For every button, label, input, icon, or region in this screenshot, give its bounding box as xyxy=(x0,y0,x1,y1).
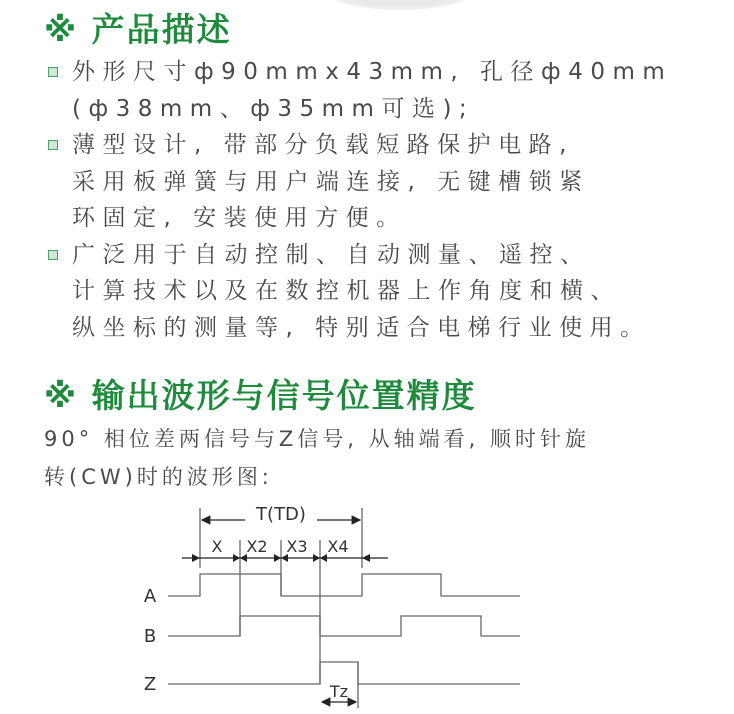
list-item-line: 计算技术以及在数控机器上作角度和横、 xyxy=(72,278,621,304)
list-item-line: (ф38mm、ф35mm可选); xyxy=(72,95,475,122)
interval-label-x3: X3 xyxy=(286,537,308,556)
list-item-line: 薄型设计, 带部分负载短路保护电路, xyxy=(72,132,574,158)
signal-label-b: B xyxy=(143,626,157,647)
section-title-output-waveform: ※ 输出波形与信号位置精度 xyxy=(44,376,477,415)
intro-line: 90° 相位差两信号与Z信号, 从轴端看, 顺时针旋 xyxy=(44,427,590,451)
signal-a-waveform xyxy=(168,574,520,596)
signal-label-z: Z xyxy=(143,674,157,695)
list-item-line: 采用板弹簧与用户端连接, 无键槽锁紧 xyxy=(72,168,590,195)
period-label: T(TD) xyxy=(256,504,306,525)
interval-label-x2: X2 xyxy=(246,537,268,556)
interval-label-x: X xyxy=(211,537,223,556)
signal-z-waveform xyxy=(168,662,520,684)
list-item-line: 广泛用于自动控制、自动测量、遥控、 xyxy=(72,241,591,268)
section-title-product-description: ※ 产品描述 xyxy=(44,10,232,49)
signal-label-a: A xyxy=(143,586,157,607)
pulse-label: Tz xyxy=(329,682,349,701)
list-item-line: 环固定, 安装使用方便。 xyxy=(72,205,407,231)
list-item-line: 纵坐标的测量等, 特别适合电梯行业使用。 xyxy=(72,314,651,341)
list-item-line: 外形尺寸ф90mmx43mm, 孔径ф40mm xyxy=(72,59,673,85)
signal-b-waveform xyxy=(168,616,520,636)
interval-label-x4: X4 xyxy=(327,537,349,556)
intro-line: 转(CW)时的波形图: xyxy=(44,465,273,489)
